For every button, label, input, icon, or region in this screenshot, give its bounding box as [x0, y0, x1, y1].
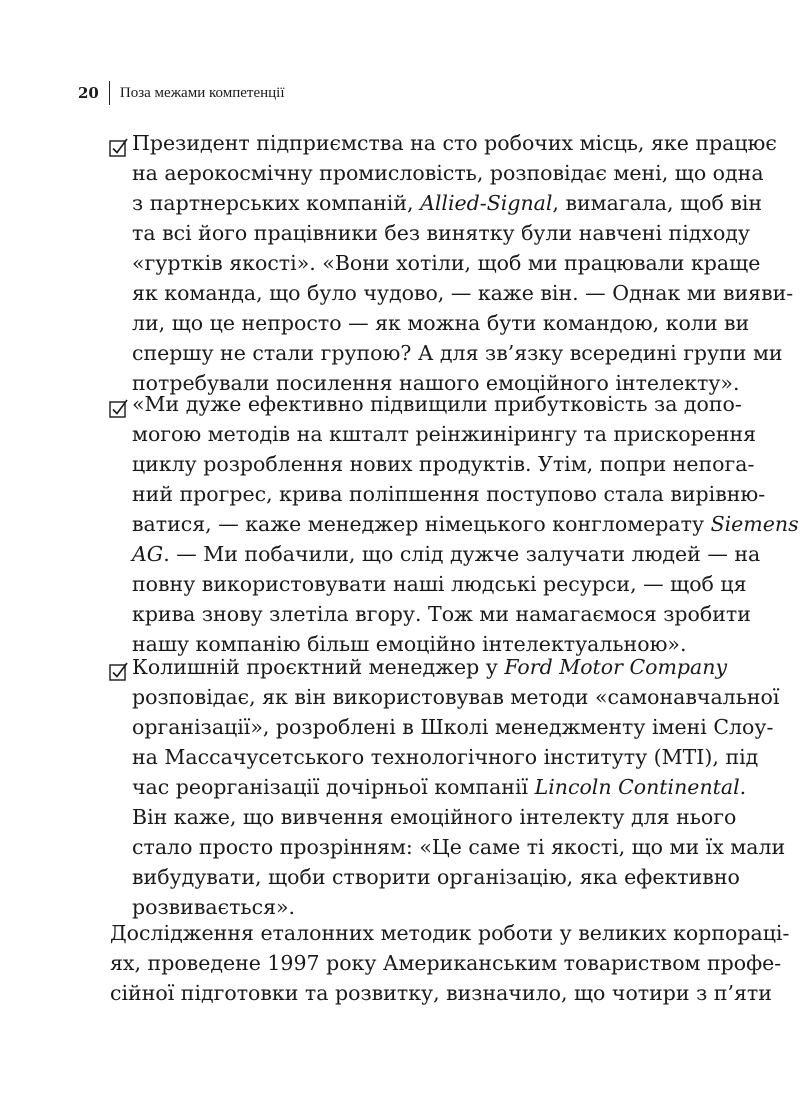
italic-run: Siemens: [710, 512, 799, 536]
text-line: на Массачусетського технологічного інституту (МТІ), під: [132, 745, 759, 769]
text-line: [132, 509, 799, 539]
text-run: час реорганізації дочірньої компанії: [132, 775, 535, 799]
text-line: циклу розроблення нових продуктів. Утім, попри непога-: [132, 452, 755, 476]
text-line: Він каже, що вивчення емоційного інтелекту для нього: [132, 805, 737, 829]
text-line: та всі його працівники без винятку були навчені підходу: [132, 221, 750, 245]
text-line: ли, що це непросто — як можна бути командою, коли ви: [132, 311, 750, 335]
text-line: [132, 772, 747, 802]
text-run: ватися, — каже менеджер німецького конгломерату: [132, 512, 711, 536]
text-line: повну використовувати наші людські ресурси, — щоб ця: [132, 572, 747, 596]
text-line: Президент підприємства на сто робочих місць, яке працює: [132, 131, 777, 155]
text-line: «Ми дуже ефективно підвищили прибутковість за допо-: [132, 392, 742, 416]
checked-box-icon: [108, 393, 130, 423]
text-line: на аерокосмічну промисловість, розповідає мені, що одна: [132, 161, 764, 185]
text-line: вибудувати, щоби створити організацію, яка ефективно: [132, 865, 740, 889]
text-line: могою методів на кшталт реінжинірингу та прискорення: [132, 422, 757, 446]
text-line: спершу не стали групою? А для зв’язку всередині групи ми: [132, 341, 783, 365]
text-line: як команда, що було чудово, — каже він. — Однак ми вияви-: [132, 281, 794, 305]
text-line: організації», розроблені в Школі менеджменту імені Слоу-: [132, 715, 774, 739]
text-line: потребували посилення нашого емоційного інтелекту».: [132, 371, 740, 395]
text-line: нашу компанію більш емоційно інтелектуальною».: [132, 632, 687, 656]
text-line: [132, 539, 761, 569]
text-line: стало просто прозрінням: «Це саме ті якості, що ми їх мали: [132, 835, 786, 859]
checked-box-icon: [108, 132, 130, 162]
header-divider: [109, 81, 110, 105]
text-line: «гуртків якості». «Вони хотіли, щоб ми працювали краще: [132, 251, 761, 275]
text-line: Дослідження еталонних методик роботи у великих корпораці-: [110, 921, 790, 945]
text-line: [132, 652, 728, 682]
italic-run: Lincoln Continental: [534, 775, 740, 799]
text-run: .: [739, 775, 747, 799]
running-title: Поза межами компетенції: [119, 84, 285, 101]
text-line: ний прогрес, крива поліпшення поступово стала вирівню-: [132, 482, 766, 506]
italic-run: Allied-Signal: [420, 191, 553, 215]
italic-run: AG: [132, 542, 164, 566]
text-line: ях, проведене 1997 року Американським товариством профе-: [110, 951, 782, 975]
text-line: розповідає, як він використовував методи «самонавчальної: [132, 685, 780, 709]
text-run: з партнерських компаній,: [132, 191, 421, 215]
text-run: , вимагала, щоб він: [552, 191, 763, 215]
text-run: . — Ми побачили, що слід дужче залучати людей — на: [163, 542, 761, 566]
page-header: [78, 80, 285, 106]
page-number: 20: [78, 84, 99, 102]
italic-run: Ford Motor Company: [504, 655, 728, 679]
text-run: Колишній проєктний менеджер у: [132, 655, 505, 679]
checked-box-icon: [108, 656, 130, 686]
text-line: сійної підготовки та розвитку, визначило, що чотири з п’яти: [110, 981, 772, 1005]
text-line: розвивається».: [132, 895, 296, 919]
text-line: [132, 188, 763, 218]
text-line: крива знову злетіла вгору. Тож ми намагаємося зробити: [132, 602, 751, 626]
